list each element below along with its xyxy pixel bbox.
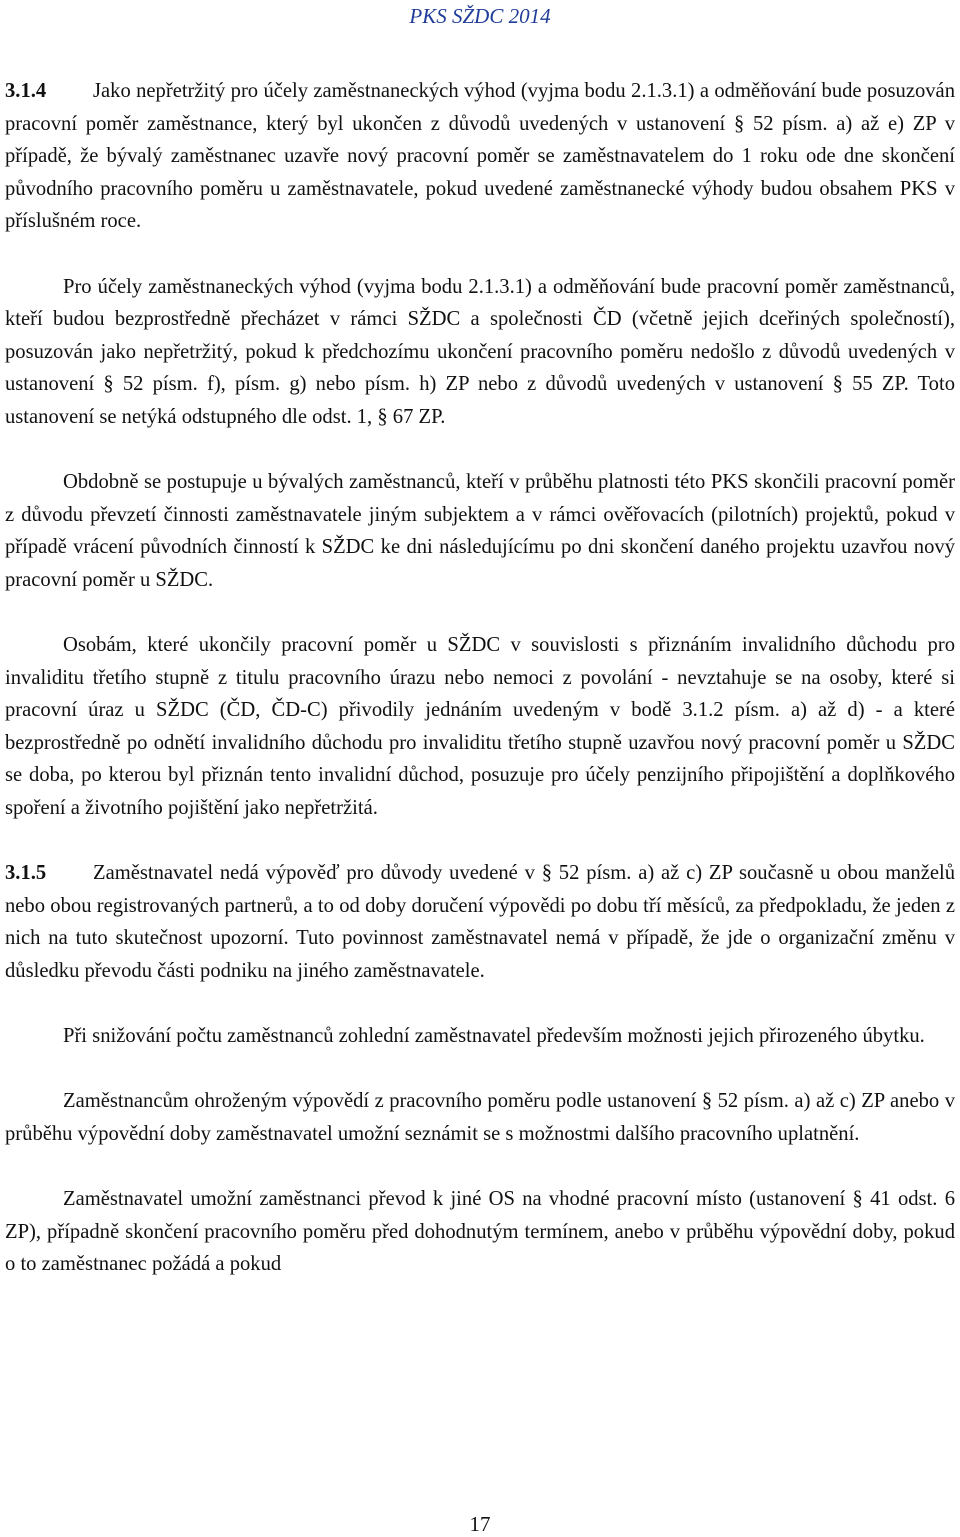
- section-number: 3.1.4: [5, 80, 47, 102]
- paragraph-continuity-transfer: Pro účely zaměstnaneckých výhod (vyjma bodu 2.1.3.1) a odměňování bude pracovní poměr zaměstnanců, kteří budou bezprostředně přecházet v rámci SŽDC a společnosti ČD (včetně jejich dceřiných společností), posuzován jako nepřetržitý, pokud k předchozímu ukončení pracovního poměru nedošlo z důvodů uvedených v ustanovení § 52 písm. f), písm. g) nebo písm. h) ZP nebo z důvodů uvedených v ustanovení § 55 ZP. Toto ustanovení se netýká odstupného dle odst. 1, § 67 ZP.: [5, 275, 955, 428]
- paragraph-text: Jako nepřetržitý pro účely zaměstnaneckých výhod (vyjma bodu 2.1.3.1) a odměňování bude posuzován pracovní poměr zaměstnance, který byl ukončen z důvodů uvedených v ustanovení § 52 písm. a) až e) ZP v případě, že bývalý zaměstnanec uzavře nový pracovní poměr se zaměstnavatelem do 1 roku ode dne skončení původního pracovního poměru u zaměstnavatele, pokud uvedené zaměstnanecké výhody budou obsahem PKS v příslušném roce.: [5, 80, 955, 233]
- paragraph-3-1-4-intro: [5, 75, 955, 238]
- paragraph-3-1-5-intro: [5, 857, 955, 987]
- running-header: PKS SŽDC 2014: [409, 4, 551, 28]
- paragraph-text: Zaměstnavatel nedá výpověď pro důvody uvedené v § 52 písm. a) až c) ZP současně u obou manželů nebo obou registrovaných partnerů, a to od doby doručení výpovědi po dobu tří měsíců, za předpokladu, že jeden z nich na tuto skutečnost upozorní. Tuto povinnost zaměstnavatel nemá v případě, že jde o organizační změnu v důsledku převodu části podniku na jiného zaměstnavatele.: [5, 862, 955, 983]
- paragraph-natural-attrition: Při snižování počtu zaměstnanců zohlední zaměstnavatel především možnosti jejich přirozeného úbytku.: [63, 1025, 925, 1048]
- paragraph-threatened-employees: Zaměstnancům ohroženým výpovědí z pracovního poměru podle ustanovení § 52 písm. a) až c) ZP anebo v průběhu výpovědní doby zaměstnavatel umožní seznámit se s možnostmi dalšího pracovního uplatnění.: [5, 1090, 955, 1145]
- paragraph-invalidity-pension: Osobám, které ukončily pracovní poměr u SŽDC v souvislosti s přiznáním invalidního důchodu pro invaliditu třetího stupně z titulu pracovního úrazu nebo nemoci z povolání - nevztahuje se na osoby, které si pracovní úraz u SŽDC (ČD, ČD-C) přivodily jednáním uvedeným v bodě 3.1.2 písm. a) až d) - a které bezprostředně po odnětí invalidního důchodu pro invaliditu třetího stupně uzavřou nový pracovní poměr u SŽDC se doba, po kterou byl přiznán tento invalidní důchod, posuzuje pro účely penzijního připojištění a doplňkového spoření a životního pojištění jako nepřetržitá.: [5, 634, 955, 820]
- page-number: 17: [469, 1512, 491, 1536]
- paragraph-transfer-to-os: Zaměstnavatel umožní zaměstnanci převod k jiné OS na vhodné pracovní místo (ustanovení § 41 odst. 6 ZP), případně skončení pracovního poměru před dohodnutým termínem, anebo v průběhu výpovědní doby, pokud o to zaměstnanec požádá a pokud: [5, 1188, 955, 1276]
- document-body: [5, 75, 955, 1281]
- section-number: 3.1.5: [5, 862, 47, 885]
- paragraph-former-employees: Obdobně se postupuje u bývalých zaměstnanců, kteří v průběhu platnosti této PKS skončili pracovní poměr z důvodu převzetí činnosti zaměstnavatele jiným subjektem a v rámci ověřovacích (pilotních) projektů, pokud v případě vrácení původních činností k SŽDC ke dni následujícímu po dni skončení daného projektu uzavřou nový pracovní poměr u SŽDC.: [5, 471, 955, 591]
